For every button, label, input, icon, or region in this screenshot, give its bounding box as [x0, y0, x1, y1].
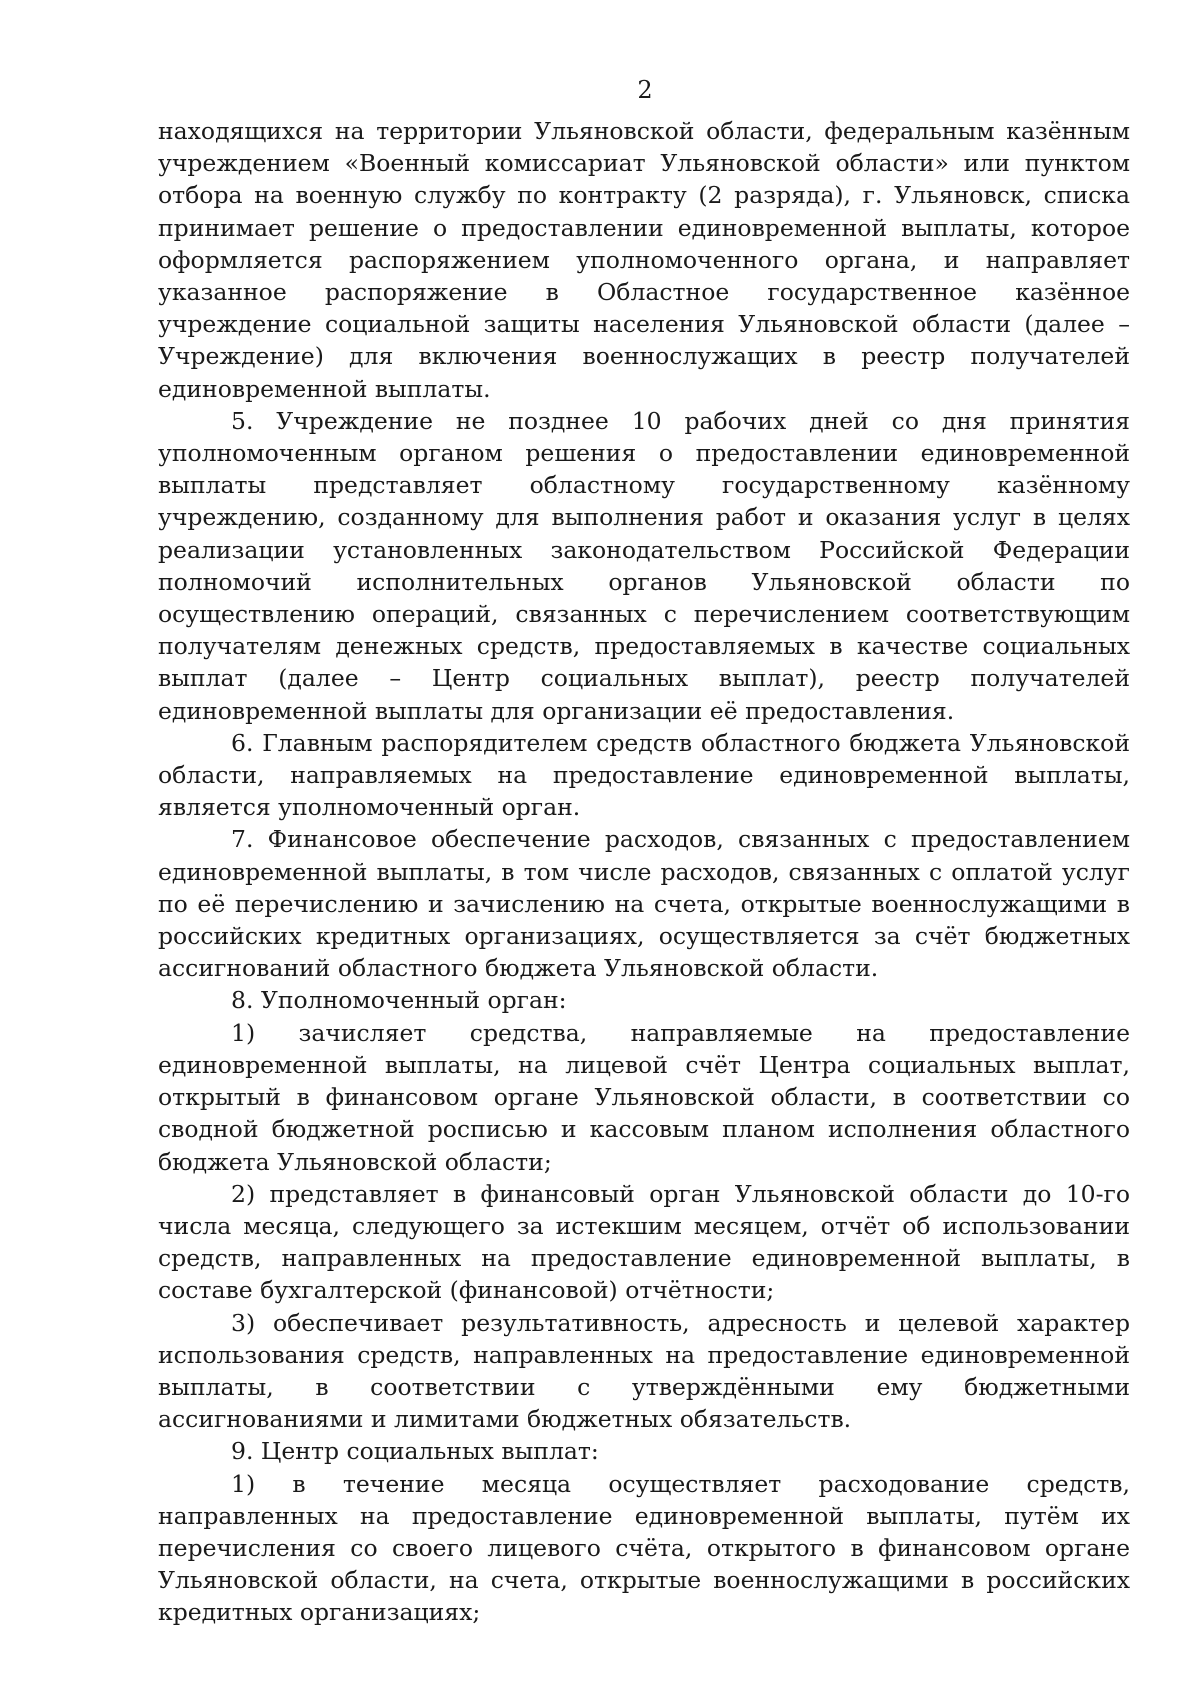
paragraph-8-item-2: 2) представляет в финансовый орган Ульяновской области до 10-го числа месяца, следующего за истекшим месяцем, отчёт об использовании средств, направленных на предоставление единовременной выплаты, в составе бухгалтерской (финансовой) отчётности;	[158, 1179, 1130, 1305]
page-number: 2	[637, 76, 653, 104]
paragraph-8-item-1: 1) зачисляет средства, направляемые на предоставление единовременной выплаты, на лицевой счёт Центра социальных выплат, открытый в финансовом органе Ульяновской области, в соответствии со сводной бюджетной росписью и кассовым планом исполнения областного бюджета Ульяновской области;	[158, 1018, 1130, 1176]
paragraph-6: 6. Главным распорядителем средств областного бюджета Ульяновской области, направляемых на предоставление единовременной выплаты, является уполномоченный орган.	[158, 728, 1130, 822]
paragraph-9-heading: 9. Центр социальных выплат:	[231, 1437, 599, 1466]
paragraph-8-heading: 8. Уполномоченный орган:	[231, 986, 567, 1015]
document-body	[158, 115, 1130, 1629]
paragraph-5: 5. Учреждение не позднее 10 рабочих дней со дня принятия уполномоченным органом решения о предоставлении единовременной выплаты представляет областному государственному казённому учреждению, созданному для выполнения работ и оказания услуг в целях реализации установленных законодательством Российской Федерации полномочий исполнительных органов Ульяновской области по осуществлению операций, связанных с перечислением соответствующим получателям денежных средств, предоставляемых в качестве социальных выплат (далее – Центр социальных выплат), реестр получателей единовременной выплаты для организации её предоставления.	[158, 406, 1130, 725]
paragraph-9-item-1: 1) в течение месяца осуществляет расходование средств, направленных на предоставление единовременной выплаты, путём их перечисления со своего лицевого счёта, открытого в финансовом органе Ульяновской области, на счета, открытые военнослужащими в российских кредитных организациях;	[158, 1469, 1130, 1627]
paragraph-7: 7. Финансовое обеспечение расходов, связанных с предоставлением единовременной выплаты, в том числе расходов, связанных с оплатой услуг по её перечислению и зачислению на счета, открытые военнослужащими в российских кредитных организациях, осуществляется за счёт бюджетных ассигнований областного бюджета Ульяновской области.	[158, 825, 1130, 983]
paragraph-continuation: находящихся на территории Ульяновской области, федеральным казённым учреждением «Военный комиссариат Ульяновской области» или пунктом отбора на военную службу по контракту (2 разряда), г. Ульяновск, списка принимает решение о предоставлении единовременной выплаты, которое оформляется распоряжением уполномоченного органа, и направляет указанное распоряжение в Областное государственное казённое учреждение социальной защиты населения Ульяновской области (далее – Учреждение) для включения военнослужащих в реестр получателей единовременной выплаты.	[158, 117, 1130, 403]
paragraph-8-item-3: 3) обеспечивает результативность, адресность и целевой характер использования средств, направленных на предоставление единовременной выплаты, в соответствии с утверждёнными ему бюджетными ассигнованиями и лимитами бюджетных обязательств.	[158, 1308, 1130, 1434]
